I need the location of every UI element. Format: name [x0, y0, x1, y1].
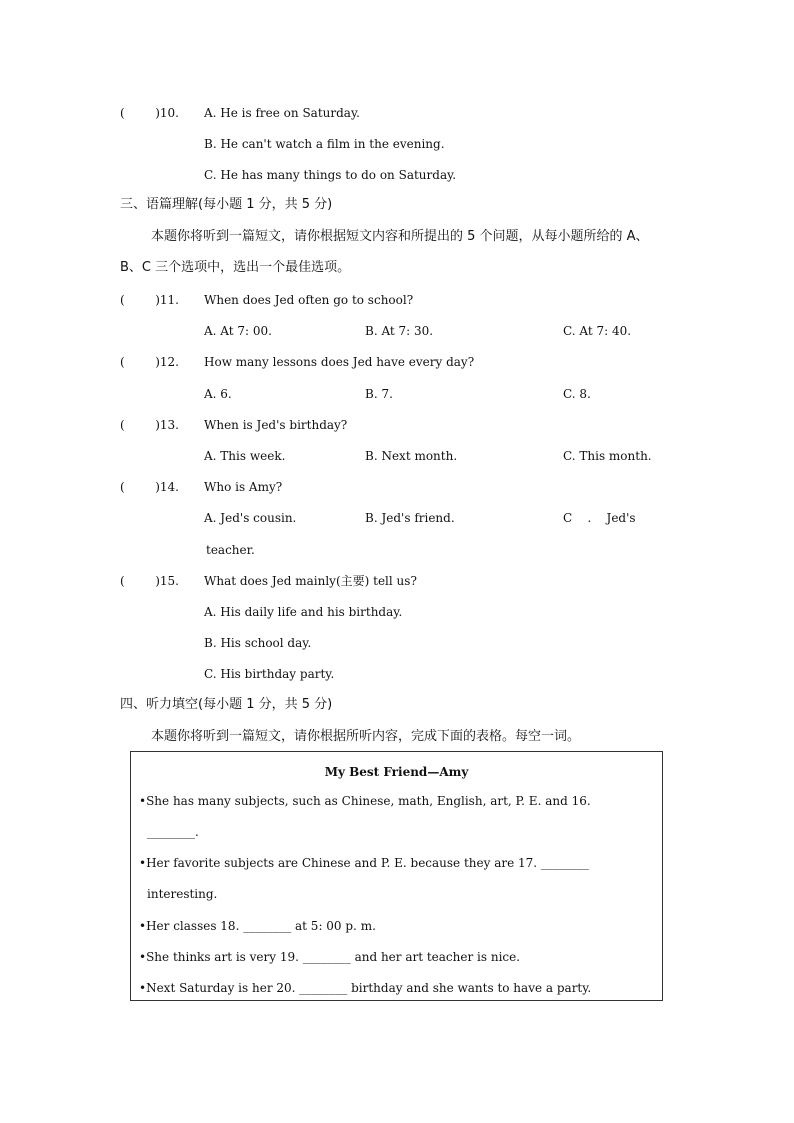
q14-text: Who is Amy? — [204, 480, 283, 494]
q10-number: ( )10. — [120, 106, 179, 120]
section4-heading: 四、听力填空(每小题 1 分，共 5 分) — [120, 697, 333, 712]
q13-option-b: B. Next month. — [365, 449, 458, 463]
q14-number: ( )14. — [120, 480, 179, 494]
table-blank-16: ________. — [147, 825, 199, 839]
table-line-18: •Her classes 18. ________ at 5: 00 p. m. — [139, 919, 376, 933]
q10-option-a: A. He is free on Saturday. — [204, 106, 360, 120]
q10-option-c: C. He has many things to do on Saturday. — [204, 168, 457, 182]
q13-option-a: A. This week. — [204, 449, 286, 463]
section4-instruction: 本题你将听到一篇短文，请你根据所听内容，完成下面的表格。每空一词。 — [151, 729, 581, 744]
q15-option-a: A. His daily life and his birthday. — [204, 605, 403, 619]
q14-option-a: A. Jed's cousin. — [204, 511, 297, 525]
q12-option-a: A. 6. — [204, 387, 232, 401]
section3-instruction-line2: B、C 三个选项中，选出一个最佳选项。 — [120, 260, 351, 275]
q10-option-b: B. He can't watch a film in the evening. — [204, 137, 445, 151]
q13-text: When is Jed's birthday? — [204, 418, 348, 432]
q12-option-c: C. 8. — [563, 387, 591, 401]
q14-option-c: C . Jed's — [563, 511, 636, 525]
table-line-20: •Next Saturday is her 20. ________ birthday and she wants to have a party. — [139, 981, 592, 995]
q12-option-b: B. 7. — [365, 387, 393, 401]
table-title: My Best Friend—Amy — [324, 765, 469, 779]
table-line-16: •She has many subjects, such as Chinese, math, English, art, P. E. and 16. — [139, 794, 591, 808]
q11-number: ( )11. — [120, 293, 179, 307]
q12-number: ( )12. — [120, 355, 179, 369]
q13-number: ( )13. — [120, 418, 179, 432]
q15-option-b: B. His school day. — [204, 636, 312, 650]
q13-option-c: C. This month. — [563, 449, 652, 463]
table-line-19: •She thinks art is very 19. ________ and her art teacher is nice. — [139, 950, 521, 964]
q14-option-c-continued: teacher. — [206, 543, 255, 557]
section3-instruction-line1: 本题你将听到一篇短文，请你根据短文内容和所提出的 5 个问题，从每小题所给的 A、 — [151, 229, 649, 244]
q12-text: How many lessons does Jed have every day? — [204, 355, 475, 369]
table-line-17: •Her favorite subjects are Chinese and P. E. because they are 17. ________ — [139, 856, 589, 870]
section3-heading: 三、语篇理解(每小题 1 分，共 5 分) — [120, 197, 333, 212]
q15-option-c: C. His birthday party. — [204, 667, 335, 681]
q11-text: When does Jed often go to school? — [204, 293, 414, 307]
table-line-17-continued: interesting. — [147, 887, 218, 901]
q15-number: ( )15. — [120, 574, 179, 588]
q11-option-c: C. At 7: 40. — [563, 324, 632, 338]
q14-option-b: B. Jed's friend. — [365, 511, 455, 525]
q11-option-a: A. At 7: 00. — [204, 324, 272, 338]
fill-in-table — [130, 751, 663, 1001]
q15-text: What does Jed mainly(主要) tell us? — [204, 574, 417, 588]
q11-option-b: B. At 7: 30. — [365, 324, 434, 338]
